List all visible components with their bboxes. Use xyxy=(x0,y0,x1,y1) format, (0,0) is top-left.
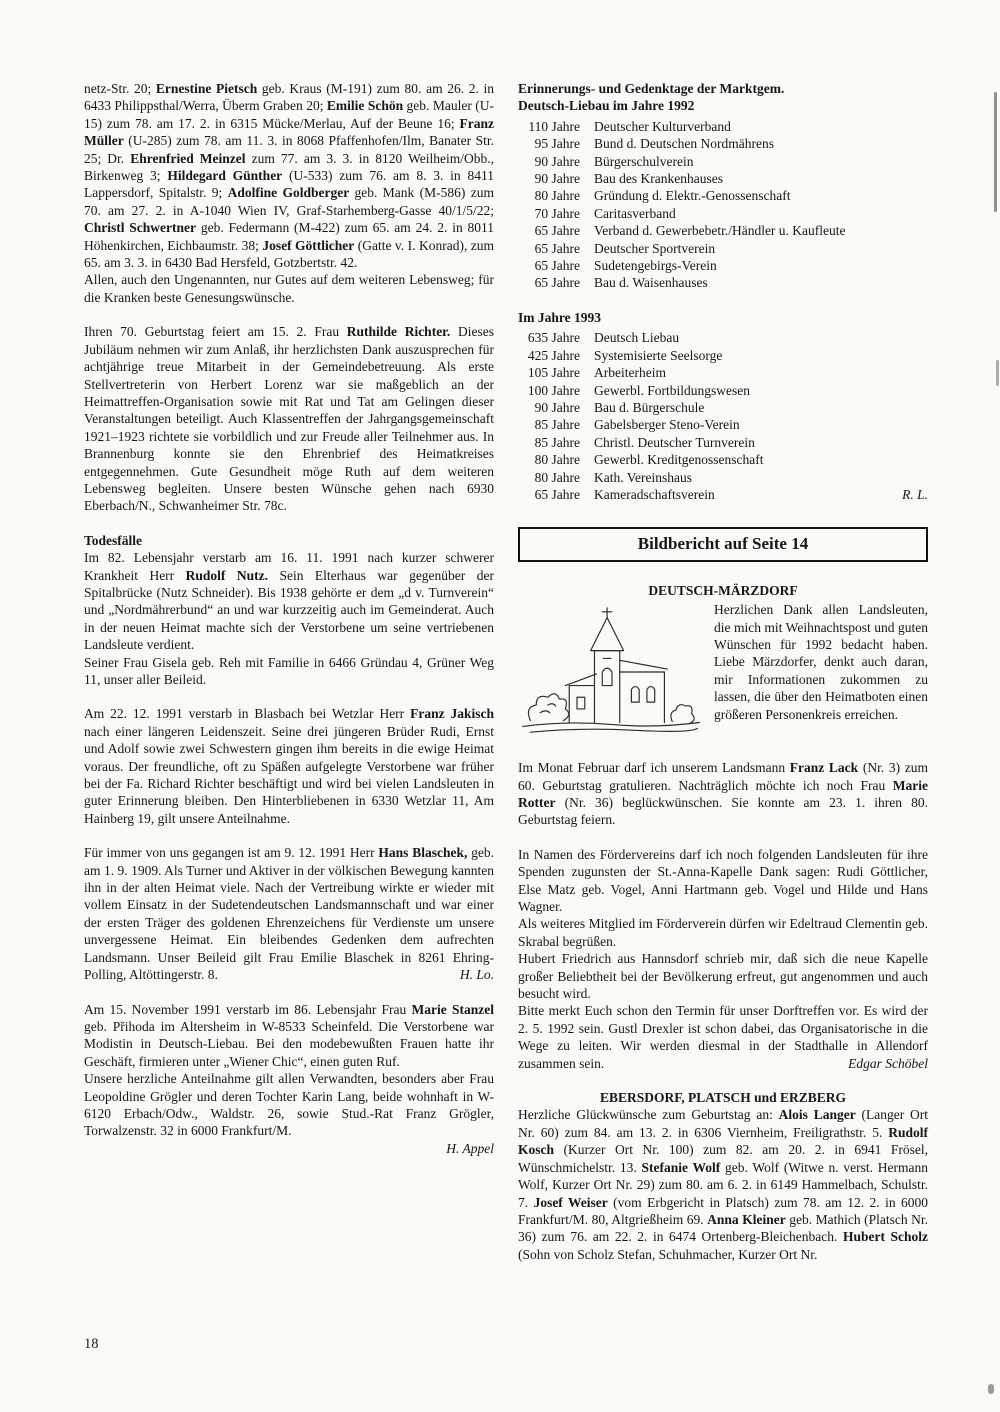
memorial-years: 95 Jahre xyxy=(534,136,580,152)
paragraph-maerzdorf-february xyxy=(518,759,928,829)
author-signature: H. Lo. xyxy=(459,967,494,983)
text-run: (Sohn von Scholz Stefan, Schuhmacher, Kurzer Ort Nr. xyxy=(518,1246,818,1262)
text-run: geb. Kraus (M-191) zum 80. am 26. 2. in 6433 Philippsthal/Werra, Überm Graben 20; xyxy=(84,81,494,114)
memorial-row xyxy=(518,399,928,416)
memorial-years: 80 Jahre xyxy=(534,469,580,485)
paragraph-maerzdorf-chapel: Hubert Friedrich aus Hannsdorf schrieb mir, daß sich die neue Kapelle großer Beliebtheit bei der Bevölkerung erfreut, gut angenommen und auch besucht wird. xyxy=(518,951,928,1002)
text-run: geb. Wolf (Witwe n. verst. Hermann Wolf, Kurzer Ort Nr. 29) zum 80. am 6. 2. in 6149 Hammelbach, Schulstr. 7. xyxy=(518,1159,928,1210)
memorial-row xyxy=(518,135,928,152)
memorial-years: 90 Jahre xyxy=(534,171,580,187)
memorial-years: 65 Jahre xyxy=(534,240,580,256)
person-name: Alois Langer xyxy=(778,1107,856,1123)
memorial-label: Christl. Deutscher Turnverein xyxy=(594,434,755,450)
text-run: netz-Str. 20; xyxy=(84,81,156,96)
memorial-years: 85 Jahre xyxy=(534,417,580,433)
person-name: Ehrenfried Meinzel xyxy=(130,150,246,166)
text-run: Im Monat Februar darf ich unserem Landsmann xyxy=(518,760,790,776)
text-run: geb. Mauler (U-15) zum 78. am 17. 2. in 6315 Mücke/Merlau, Auf der Beune 16; xyxy=(84,98,494,131)
paragraph-obituary-nutz-condolence: Seiner Frau Gisela geb. Reh mit Familie in 6466 Gründau 4, Grüner Weg 11, unser aller Beileid. xyxy=(84,654,494,687)
memorial-row xyxy=(518,153,928,170)
memorial-years: 80 Jahre xyxy=(534,188,580,204)
memorial-years: 65 Jahre xyxy=(534,258,580,274)
text-run: Bitte merkt Euch schon den Termin für unser Dorftreffen vor. Es wird der 2. 5. 1992 sein. Gustl Drexler ist schon dabei, das Organisatorische in die Wege zu leiten. Wir werden diesmal in der Stadthalle in Allendorf zusammen sein. xyxy=(518,1003,928,1071)
heading-deutsch-maerzdorf: DEUTSCH-MÄRZDORF xyxy=(648,582,798,598)
text-run: (U-285) zum 78. am 11. 3. in 8068 Pfaffenhofen/Ilm, Banater Str. 25; Dr. xyxy=(84,133,494,166)
left-column xyxy=(84,80,494,1157)
maerzdorf-intro-block xyxy=(518,601,928,742)
text-run: geb. am 1. 9. 1909. Als Turner und Aktiver in der völkischen Bewegung kannten ihn in der alten Heimat viele. Nach der Vertreibung wirkte er wieder mit vollem Einsatz in der Sudetendeutschen Landsmannschaft und war einer der ersten Träger des goldenen Ehrenzeichens für Verdienste um unsere unvergessene Heimat. Ein bleibendes Gedenken dem aufrechten Landsmann. Unser Beileid gilt Frau Emilie Blaschek in 8261 Ehring-Polling, Altöttingerstr. 8. xyxy=(84,845,494,983)
paragraph-birthday-greetings xyxy=(84,80,494,271)
scan-artifact xyxy=(996,360,999,386)
scan-artifact xyxy=(994,92,997,212)
text-run: Sein Elterhaus war gegenüber der Spitalbrücke (Nutz Schneider). Bis 1938 gehörte er dem „d v. Turnverein“ und „Nordmährerbund“ an und war kurzzeitig auch im Gemeinderat. Auch in der neuen Heimat machte sich der Verstorbene um seine vertriebenen Landsleute verdient. xyxy=(84,567,494,653)
memorial-row xyxy=(518,240,928,257)
scan-artifact xyxy=(988,1384,994,1394)
text-run: geb. Mathich (Platsch Nr. 36) zum 76. am 22. 2. in 6474 Ortenberg-Bleichenbach. xyxy=(518,1211,928,1245)
memorial-label: Gründung d. Elektr.-Genossenschaft xyxy=(594,188,791,204)
text-run: Am 15. November 1991 verstarb im 86. Lebensjahr Frau xyxy=(84,1001,412,1017)
person-name: Franz Lack xyxy=(789,760,859,776)
text-run: nach einer längeren Leidenszeit. Seine drei jüngeren Brüder Rudi, Ernst und Adolf sowie zwei Schwestern gingen ihm bereits in die ewige Heimat voraus. Der freundliche, oft zu Späßen aufgelegte Verstorbene war früher bei der Fa. Richard Richter beschäftigt und wird bei vielen Landsleuten in guter Erinnerung bleiben. Den Hinterbliebenen in 6330 Wetzlar 11, Am Hainberg 19, gilt unsere Anteilnahme. xyxy=(84,723,494,826)
text-run: geb. Mank (M-586) zum 70. am 27. 2. in A-1040 Wien IV, Graf-Starhemberg-Gasse 40/1/5/22; xyxy=(84,185,494,218)
paragraph-general-wishes: Allen, auch den Ungenannten, nur Gutes auf dem weiteren Lebensweg; für die Kranken beste Genesungswünsche. xyxy=(84,272,494,305)
person-name: Christl Schwertner xyxy=(84,220,197,236)
bildbericht-label: Bildbericht auf Seite 14 xyxy=(637,534,809,554)
memorial-list-1992 xyxy=(518,118,928,292)
bildbericht-box xyxy=(518,527,928,561)
memorial-years: 65 Jahre xyxy=(534,223,580,239)
memorial-label: Caritasverband xyxy=(594,205,676,221)
text-run: Dieses Jubiläum nehmen wir zum Anlaß, ihr herzlichsten Dank auszusprechen für achtjährige treue Mitarbeit in der Gemeindebetreuung. Als erste Stellvertreterin von Herbert Lorenz war sie maßgeblich an der Heimattreffen-Organisation sowie mit Rat und Tat am Gelingen dieser Veranstaltungen beteiligt. Auch Klassentreffen der Jahrgangsgemeinschaft 1921–1923 richtete sie vorbildlich und zur Freude aller Teilnehmer aus. In Brannenburg konnte sie den Ehrenbrief des Heimatkreises entgegennehmen. Gute Gesundheit möge Ruth auf dem weiteren Lebensweg begleiten. Unsere besten Wünsche gehen nach 6930 Eberbach/N., Schwanheimer Str. 78c. xyxy=(84,324,494,514)
memorial-label: Bund d. Deutschen Nordmährens xyxy=(594,136,774,152)
text-run: Ihren 70. Geburtstag feiert am 15. 2. Frau xyxy=(84,324,347,340)
person-name: Franz Jakisch xyxy=(410,706,494,722)
person-name: Marie Rotter xyxy=(518,777,928,810)
heading-ebersdorf: EBERSDORF, PLATSCH und ERZBERG xyxy=(599,1090,847,1106)
paragraph-maerzdorf-thanks: Herzlichen Dank allen Landsleuten, die mich mit Weihnachtspost und guten Wünschen für 1992 bedacht haben. Liebe Märzdorfer, denkt auch daran, mir Informationen zukommen zu lassen, die über den Heimatboten einen größeren Personenkreis erreichen. xyxy=(714,602,928,722)
church-illustration xyxy=(518,604,704,740)
paragraph-obituary-jakisch xyxy=(84,705,494,827)
person-name: Hans Blaschek, xyxy=(378,845,468,861)
person-name: Adolfine Goldberger xyxy=(227,185,350,201)
memorial-label: Systemisierte Seelsorge xyxy=(594,347,723,363)
signature-h-appel: H. Appel xyxy=(446,1140,494,1156)
person-name: Marie Stanzel xyxy=(411,1001,494,1017)
text-run: Herzliche Glückwünsche zum Geburtstag an: xyxy=(518,1107,779,1123)
paragraph-obituary-blaschek xyxy=(84,844,494,983)
memorial-years: 80 Jahre xyxy=(534,452,580,468)
memorial-row xyxy=(518,434,928,451)
person-name: Hubert Scholz xyxy=(842,1229,928,1245)
memorial-row xyxy=(518,257,928,274)
paragraph-ebersdorf-birthdays xyxy=(518,1106,928,1263)
text-run: Am 22. 12. 1991 verstarb in Blasbach bei Wetzlar Herr xyxy=(84,706,411,722)
paragraph-obituary-stanzel-condolence: Unsere herzliche Anteilnahme gilt allen Verwandten, besonders aber Frau Leopoldine Grögler und deren Tochter Karin Lang, beide wohnhaft in W-6120 Erbach/Odw., Waldstr. 26, sowie Stud.-Rat Franz Grögler, Torwalzenstr. 32 in 6000 Frankfurt/M. xyxy=(84,1071,494,1139)
memorial-years: 105 Jahre xyxy=(527,365,580,381)
text-run: zum 77. am 3. 3. in 8120 Weilheim/Obb., Birkenweg 3; xyxy=(84,150,495,184)
memorial-row xyxy=(518,382,928,399)
memorial-label: Verband d. Gewerbebetr./Händler u. Kaufleute xyxy=(594,223,846,239)
memorial-years: 65 Jahre xyxy=(534,275,580,291)
memorial-list-1993 xyxy=(518,329,928,503)
memorial-label: Deutsch Liebau xyxy=(594,330,680,346)
memorial-years: 85 Jahre xyxy=(534,434,580,450)
paragraph-richter-jubilee xyxy=(84,323,494,514)
memorial-label: Deutscher Kulturverband xyxy=(594,118,731,134)
text-run: (U-533) zum 76. am 8. 3. in 8411 Lappersdorf, Spitalstr. 9; xyxy=(84,168,494,201)
memorial-1992-title-line1: Erinnerungs- und Gedenktage der Marktgem. xyxy=(518,81,785,96)
memorial-row xyxy=(518,118,928,135)
heading-todesfaelle: Todesfälle xyxy=(84,532,143,548)
memorial-years: 635 Jahre xyxy=(527,330,580,346)
paragraph-maerzdorf-new-member: Als weiteres Mitglied im Förderverein dürfen wir Edeltraud Clementin geb. Skrabal begrüßen. xyxy=(518,916,928,949)
person-name: Stefanie Wolf xyxy=(641,1159,721,1175)
paragraph-obituary-nutz xyxy=(84,549,494,653)
person-name: Hildegard Günther xyxy=(167,168,283,184)
right-column xyxy=(518,80,928,1263)
person-name: Anna Kleiner xyxy=(707,1211,786,1227)
page-number: 18 xyxy=(84,1336,99,1352)
memorial-row xyxy=(518,364,928,381)
memorial-1992-title-line2: Deutsch-Liebau im Jahre 1992 xyxy=(518,98,695,114)
text-run: (Kurzer Ort Nr. 100) zum 82. am 20. 2. in 6941 Frösel, Wünschmichelstr. 13. xyxy=(518,1142,928,1175)
memorial-label: Bau des Krankenhauses xyxy=(594,171,723,187)
person-name: Franz Müller xyxy=(84,115,494,149)
person-name: Ruthilde Richter. xyxy=(346,324,451,340)
person-name: Josef Göttlicher xyxy=(262,237,355,253)
memorial-label: Arbeiterheim xyxy=(594,365,666,381)
memorial-row xyxy=(518,170,928,187)
text-run: (Gatte v. I. Konrad), zum 65. am 3. 3. in 6430 Bad Hersfeld, Gotzbertstr. 42. xyxy=(84,237,495,271)
memorial-label: Sudetengebirgs-Verein xyxy=(594,258,717,274)
paragraph-maerzdorf-donations: In Namen des Fördervereins darf ich noch folgenden Landsleuten für ihre Spenden zugunsten der St.-Anna-Kapelle Dank sagen: Rudi Göttlicher, Else Matz geb. Vogel, Anni Hartmann geb. Vogel und Hilde und Hans Wagner. xyxy=(518,846,928,915)
paragraph-maerzdorf-meeting xyxy=(518,1002,928,1072)
memorial-label: Bau d. Bürgerschule xyxy=(594,399,705,415)
memorial-row xyxy=(518,451,928,468)
memorial-years: 90 Jahre xyxy=(534,399,580,415)
text-run: (Langer Ort Nr. 60) zum 84. am 13. 2. in 6306 Viernheim, Freiligrathstr. 5. xyxy=(518,1107,928,1140)
memorial-years: 70 Jahre xyxy=(534,205,580,221)
memorial-years: 90 Jahre xyxy=(534,153,580,169)
memorial-label: Gewerbl. Kreditgenossenschaft xyxy=(594,452,764,468)
memorial-row xyxy=(518,469,928,486)
signature-r-l: R. L. xyxy=(902,486,928,502)
memorial-label: Gabelsberger Steno-Verein xyxy=(594,417,740,433)
text-run: geb. Federmann (M-422) zum 65. am 24. 2. in 8011 Höhenkirchen, Eichbaumstr. 38; xyxy=(84,220,494,253)
person-name: Emilie Schön xyxy=(326,98,404,114)
memorial-label: Kameradschaftsverein xyxy=(594,486,715,502)
memorial-row xyxy=(518,222,928,239)
memorial-years: 100 Jahre xyxy=(527,382,580,398)
person-name: Rudolf Nutz. xyxy=(185,567,268,583)
text-run: geb. Přihoda im Altersheim in W-8533 Scheinfeld. Die Verstorbene war Modistin in Deutsch-Liebau. Bei den modebewußten Frauen hatte ihr Geschäft, firmieren unter „Wiener Chic“, einen guten Ruf. xyxy=(84,1018,494,1069)
memorial-years: 65 Jahre xyxy=(534,486,580,502)
text-run: Im 82. Lebensjahr verstarb am 16. 11. 1991 nach kurzer schwerer Krankheit Herr xyxy=(84,550,494,583)
paragraph-obituary-stanzel xyxy=(84,1001,494,1071)
memorial-label: Bürgerschulverein xyxy=(594,153,694,169)
memorial-row xyxy=(518,347,928,364)
memorial-row xyxy=(518,187,928,204)
memorial-label: Bau d. Waisenhauses xyxy=(594,275,708,291)
memorial-years: 425 Jahre xyxy=(527,347,580,363)
person-name: Rudolf Kosch xyxy=(518,1124,928,1158)
text-run: Für immer von uns gegangen ist am 9. 12. 1991 Herr xyxy=(84,845,379,861)
memorial-row xyxy=(518,205,928,222)
memorial-label: Deutscher Sportverein xyxy=(594,240,716,256)
memorial-row xyxy=(518,329,928,346)
person-name: Josef Weiser xyxy=(533,1194,608,1210)
memorial-label: Gewerbl. Fortbildungswesen xyxy=(594,382,750,398)
person-name: Ernestine Pietsch xyxy=(155,81,258,96)
memorial-row xyxy=(518,416,928,433)
memorial-years: 110 Jahre xyxy=(528,118,580,134)
text-run: (Nr. 3) zum 60. Geburtstag gratulieren. Nachträglich möchte ich noch Frau xyxy=(518,760,928,793)
heading-im-jahre-1993: Im Jahre 1993 xyxy=(518,309,601,325)
text-run: (Nr. 36) beglückwünschen. Sie konnte am 23. 1. ihren 80. Geburtstag feiern. xyxy=(518,794,928,828)
memorial-row xyxy=(518,274,928,291)
text-run: (vom Erbgericht in Platsch) zum 78. am 12. 2. in 6000 Frankfurt/M. 80, Altgrießheim 69. xyxy=(518,1194,929,1227)
memorial-label: Kath. Vereinshaus xyxy=(594,469,692,485)
author-signature: Edgar Schöbel xyxy=(848,1055,928,1071)
